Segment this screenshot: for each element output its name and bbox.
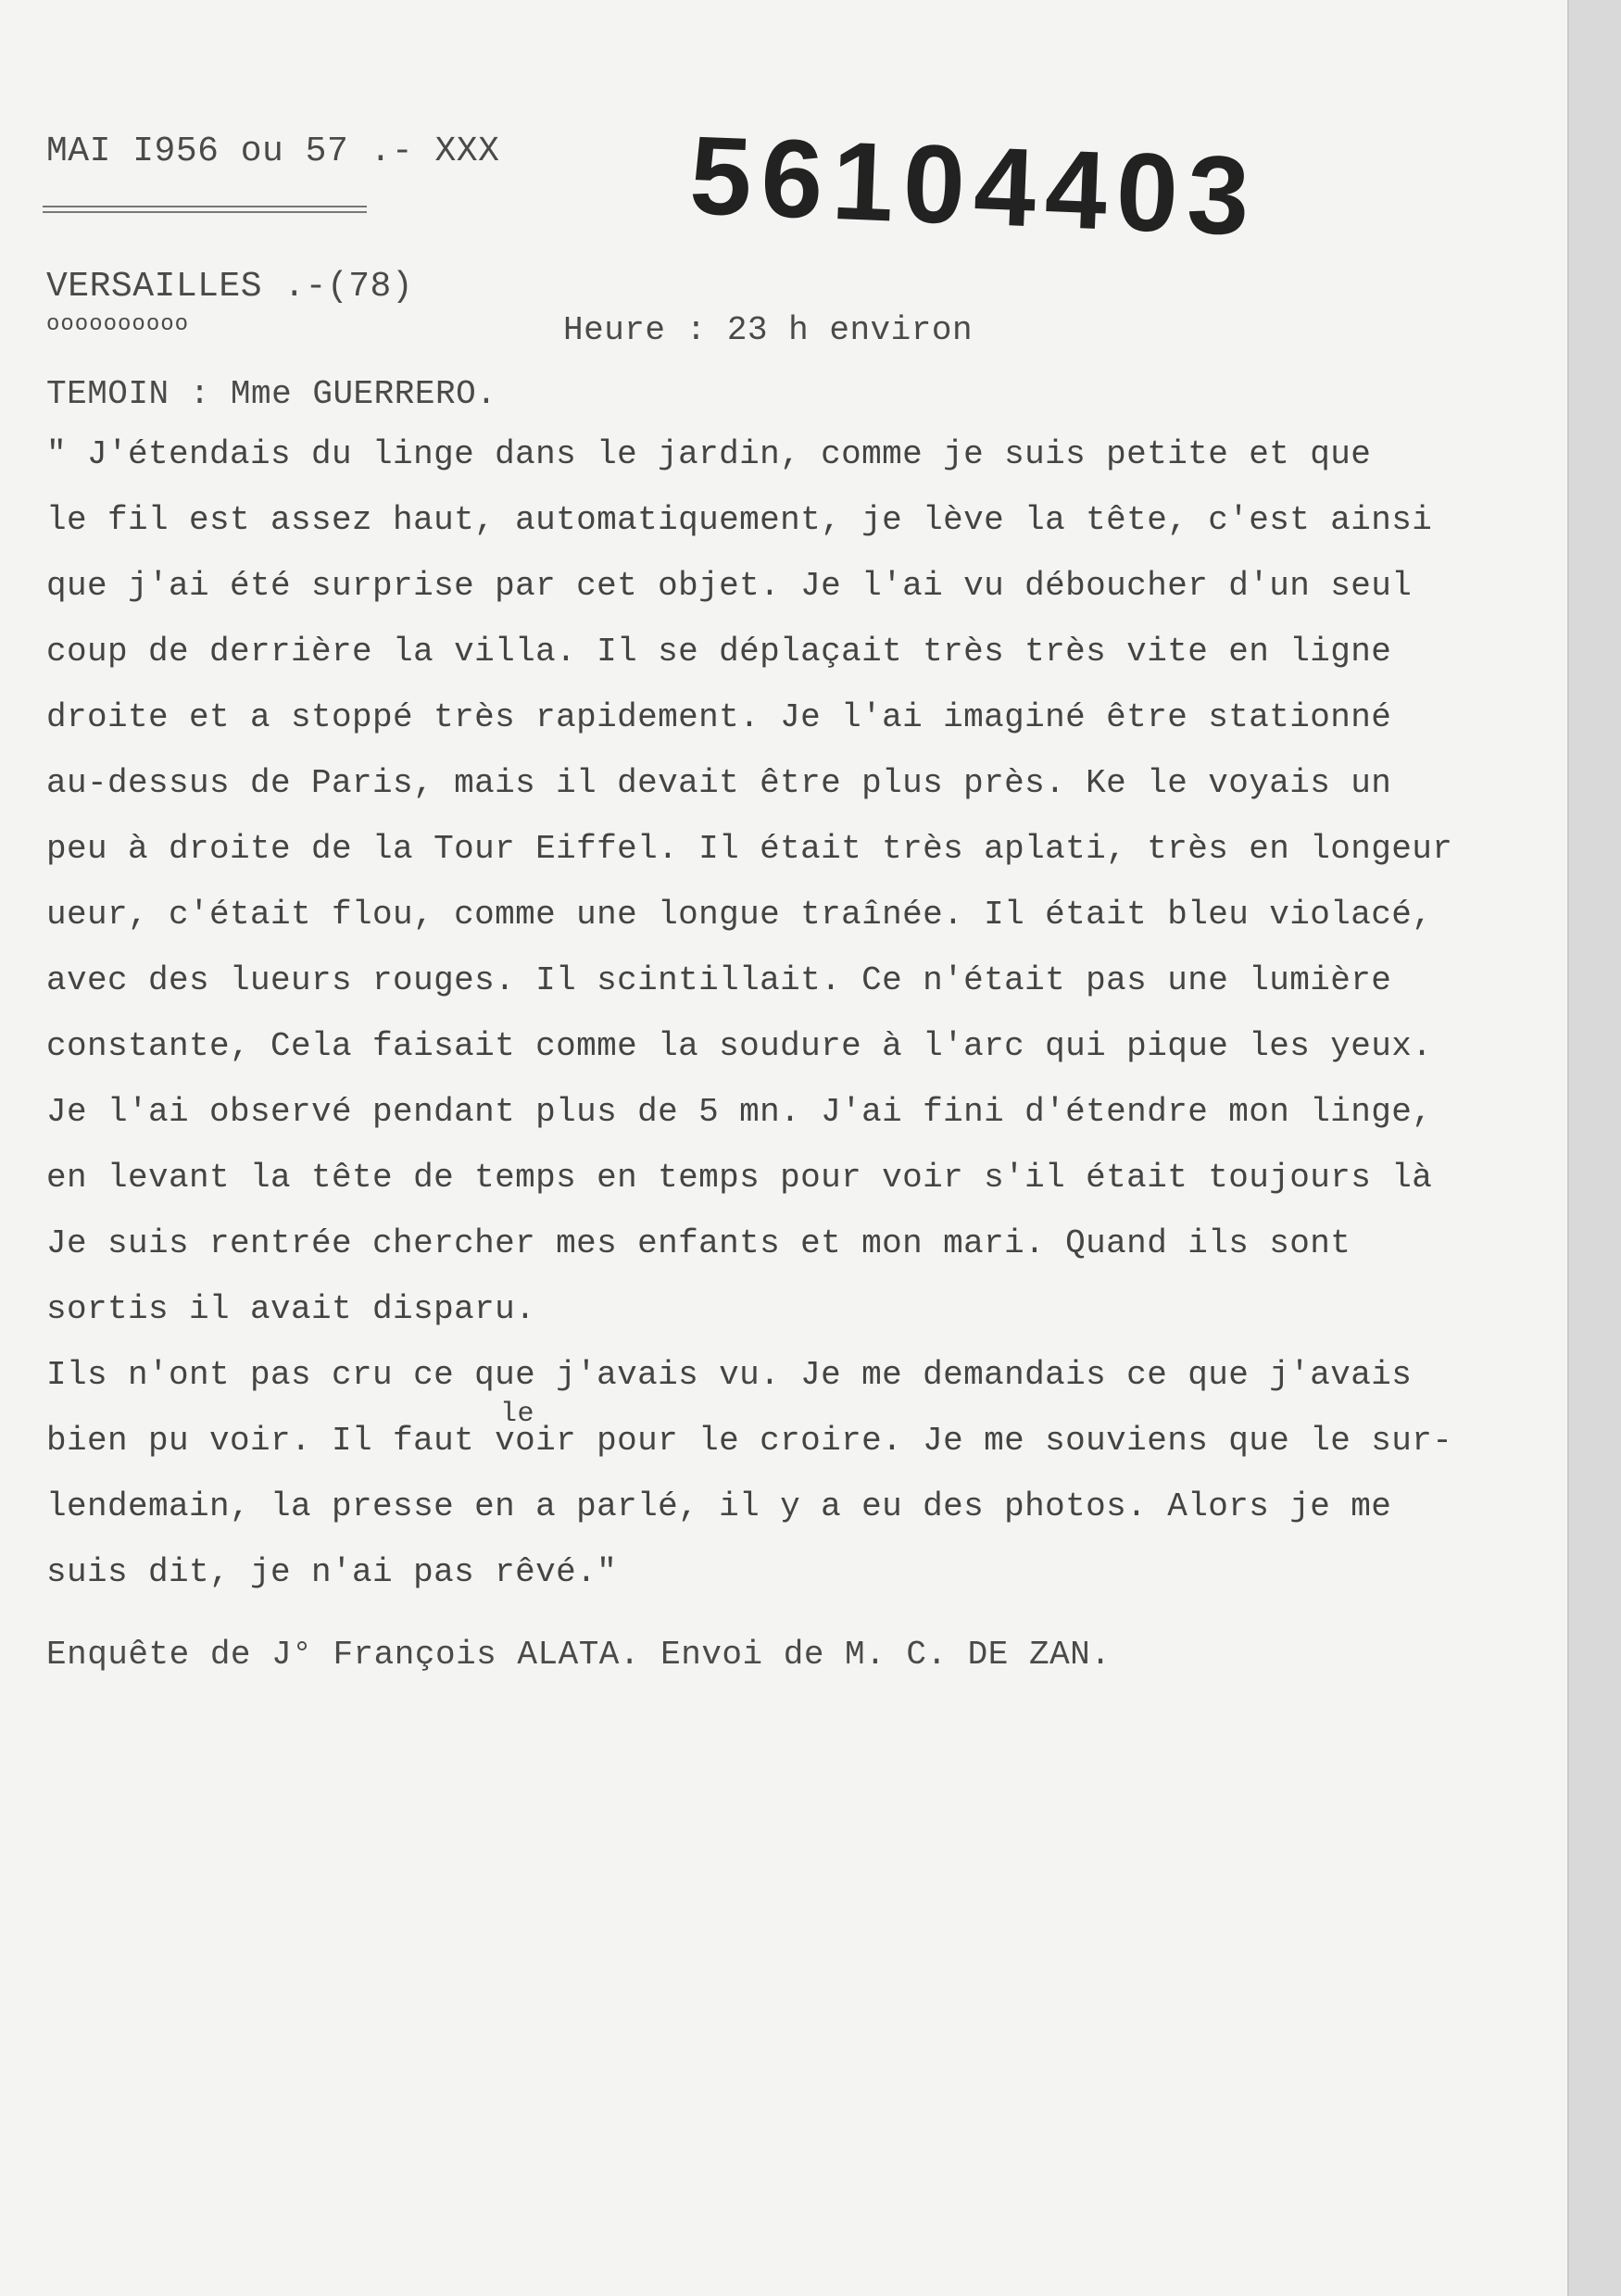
testimony-line: avec des lueurs rouges. Il scintillait. Ce n'était pas une lumière [46, 961, 1392, 999]
date-underline [43, 206, 367, 207]
testimony-line: que j'ai été surprise par cet objet. Je l'ai vu déboucher d'un seul [46, 567, 1413, 605]
testimony-line: Ils n'ont pas cru ce que j'avais vu. Je me demandais ce que j'avais [46, 1356, 1413, 1394]
testimony-line: constante, Cela faisait comme la soudure à l'arc qui pique les yeux. [46, 1027, 1433, 1065]
testimony-line: Je suis rentrée chercher mes enfants et mon mari. Quand ils sont [46, 1224, 1351, 1262]
testimony-line: Je l'ai observé pendant plus de 5 mn. J'ai fini d'étendre mon linge, [46, 1093, 1433, 1131]
testimony-line: sortis il avait disparu. [46, 1290, 536, 1328]
investigation-credit: Enquête de J° François ALATA. Envoi de M. C. DE ZAN. [46, 1636, 1112, 1674]
testimony-line: au-dessus de Paris, mais il devait être plus près. Ke le voyais un [46, 764, 1392, 802]
reference-number-stamp: 56104403 [687, 113, 1262, 259]
case-date: MAI I956 ou 57 .- XXX [46, 132, 500, 171]
testimony-line: " J'étendais du linge dans le jardin, comme je suis petite et que [46, 435, 1372, 473]
testimony-line: ueur, c'était flou, comme une longue traînée. Il était bleu violacé, [46, 896, 1433, 934]
date-underline-second [43, 211, 367, 213]
testimony-line: en levant la tête de temps en temps pour voir s'il était toujours là [46, 1159, 1433, 1197]
testimony-line: coup de derrière la villa. Il se déplaçait très très vite en ligne [46, 633, 1392, 671]
testimony-line: peu à droite de la Tour Eiffel. Il était très aplati, très en longeur [46, 830, 1453, 868]
handwritten-insertion: le [500, 1399, 535, 1430]
witness-name: TEMOIN : Mme GUERRERO. [46, 375, 497, 413]
case-hour: Heure : 23 h environ [563, 311, 974, 349]
testimony-line: droite et a stoppé très rapidement. Je l'ai imaginé être stationné [46, 698, 1392, 736]
case-place: VERSAILLES .-(78) [46, 267, 414, 307]
testimony-line: le fil est assez haut, automatiquement, je lève la tête, c'est ainsi [46, 501, 1433, 539]
testimony-line: lendemain, la presse en a parlé, il y a eu des photos. Alors je me [46, 1487, 1392, 1525]
testimony-line: bien pu voir. Il faut voir pour le croire. Je me souviens que le sur- [46, 1422, 1453, 1460]
testimony-line: suis dit, je n'ai pas rêvé." [46, 1553, 618, 1591]
place-underline-circles: oooooooooo [46, 312, 190, 337]
